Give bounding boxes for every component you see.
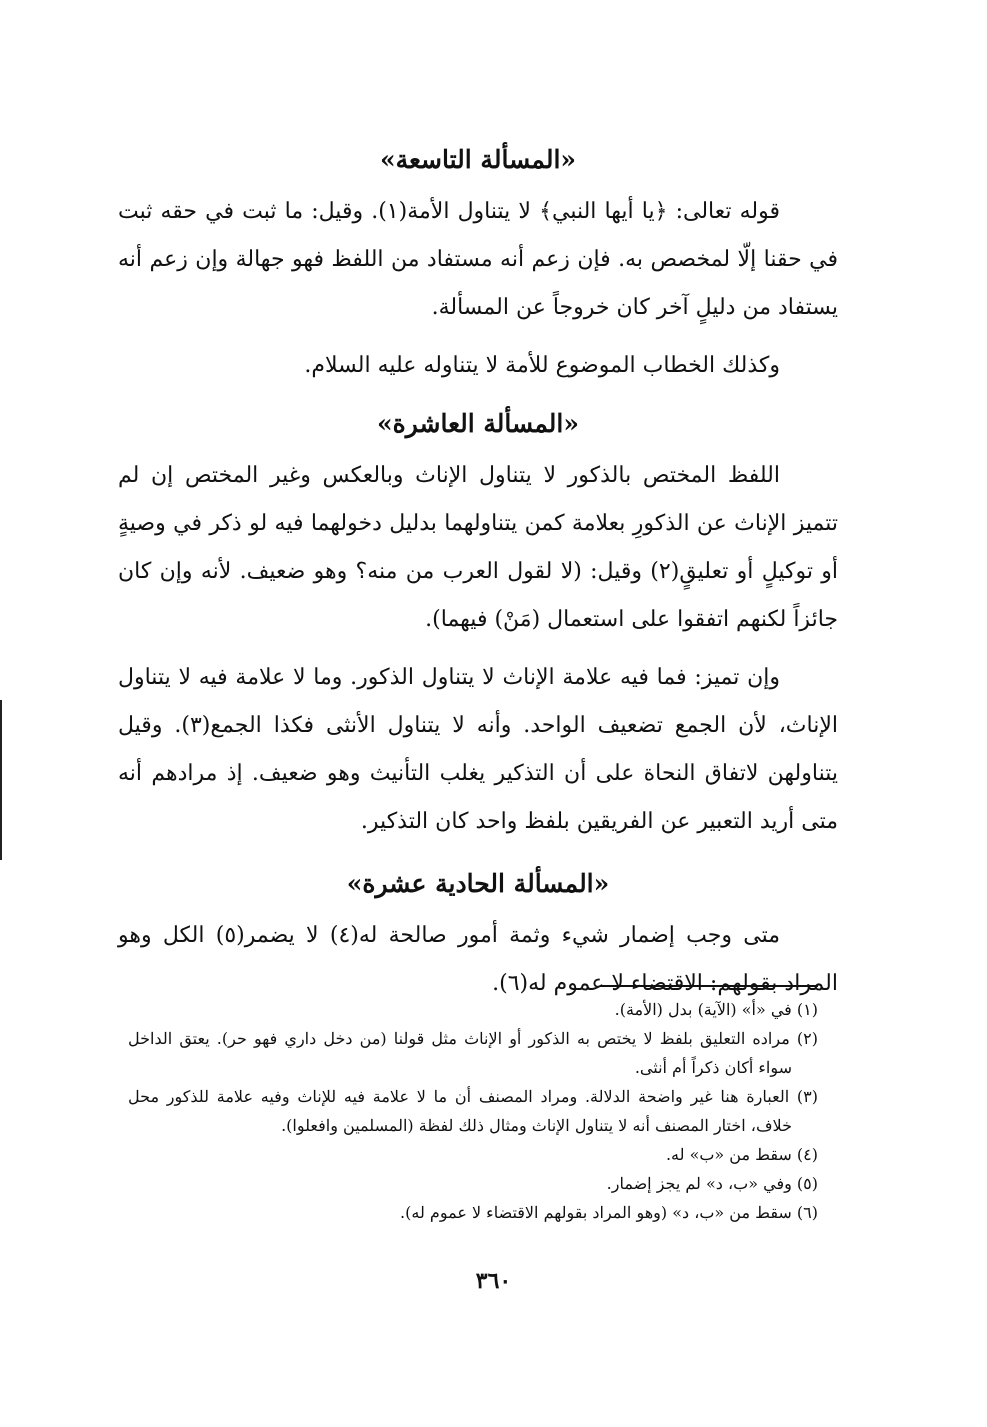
page-number: ٣٦٠ [475, 1268, 512, 1294]
footnote-separator [600, 985, 818, 987]
paragraph: قوله تعالى: ﴿يا أيها النبي﴾ لا يتناول الأمة(١). وقيل: ما ثبت في حقه ثبت في حقنا إلّا لمخصص به. فإن زعم أنه مستفاد من اللفظ فهو جهالة وإن زعم أنه يستفاد من دليلٍ آخر كان خروجاً عن المسألة. [118, 199, 838, 320]
main-text [118, 140, 838, 1008]
paragraph: وإن تميز: فما فيه علامة الإناث لا يتناول الذكور. وما لا علامة فيه لا يتناول الإناث، لأن الجمع تضعيف الواحد. وأنه لا يتناول الأنثى فكذا الجمع(٣). وقيل يتناولهن لاتفاق النحاة على أن التذكير يغلب التأنيث وهو ضعيف. إذ مرادهم أنه متى أريد التعبير عن الفريقين بلفظ واحد كان التذكير. [118, 665, 839, 834]
footnote-3: (٣) العبارة هنا غير واضحة الدلالة. ومراد المصنف أن ما لا علامة فيه للإناث وفيه علامة للذكور محل خلاف، اختار المصنف أنه لا يتناول الإناث ومثال ذلك لفظة (المسلمين وافعلوا). [128, 1087, 818, 1135]
paragraph: متى وجب إضمار شيء وثمة أمور صالحة له(٤) لا يضمر(٥) الكل وهو المراد بقولهم: الاقتضاء لا عموم له(٦). [118, 923, 838, 996]
paragraph-gap [118, 332, 838, 342]
footnotes [128, 995, 818, 1227]
paragraph-gap [118, 644, 838, 654]
scan-edge-mark [0, 700, 2, 860]
section-heading-eleventh: «المسألة الحادية عشرة» [346, 869, 610, 898]
paragraph: وكذلك الخطاب الموضوع للأمة لا يتناوله عليه السلام. [304, 353, 780, 378]
section-heading-ninth: «المسألة التاسعة» [379, 145, 577, 174]
footnote-4: (٤) سقط من «ب» له. [665, 1145, 818, 1164]
paragraph: اللفظ المختص بالذكور لا يتناول الإناث وبالعكس وغير المختص إن لم تتميز الإناث عن الذكورِ بعلامة كمن يتناولهما بدليل دخولهما فيه لو ذكر في وصيةٍ أو توكيلٍ أو تعليقٍ(٢) وقيل: (لا لقول العرب من منه؟ وهو ضعيف. لأنه وإن كان جائزاً لكنهم اتفقوا على استعمال (مَنْ) فيهما). [118, 463, 839, 632]
footnote-6: (٦) سقط من «ب، د» (وهو المراد بقولهم الاقتضاء لا عموم له). [400, 1203, 818, 1222]
section-heading-tenth: «المسألة العاشرة» [377, 409, 579, 438]
footnote-5: (٥) وفي «ب، د» لم يجز إضمار. [606, 1174, 818, 1193]
footnote-1: (١) في «أ» (الآية) بدل (الأمة). [614, 1000, 818, 1019]
footnote-2: (٢) مراده التعليق بلفظ لا يختص به الذكور أو الإناث مثل قولنا (من دخل داري فهو حر). يعتق الداخل سواء أكان ذكراً أم أنثى. [128, 1029, 818, 1077]
